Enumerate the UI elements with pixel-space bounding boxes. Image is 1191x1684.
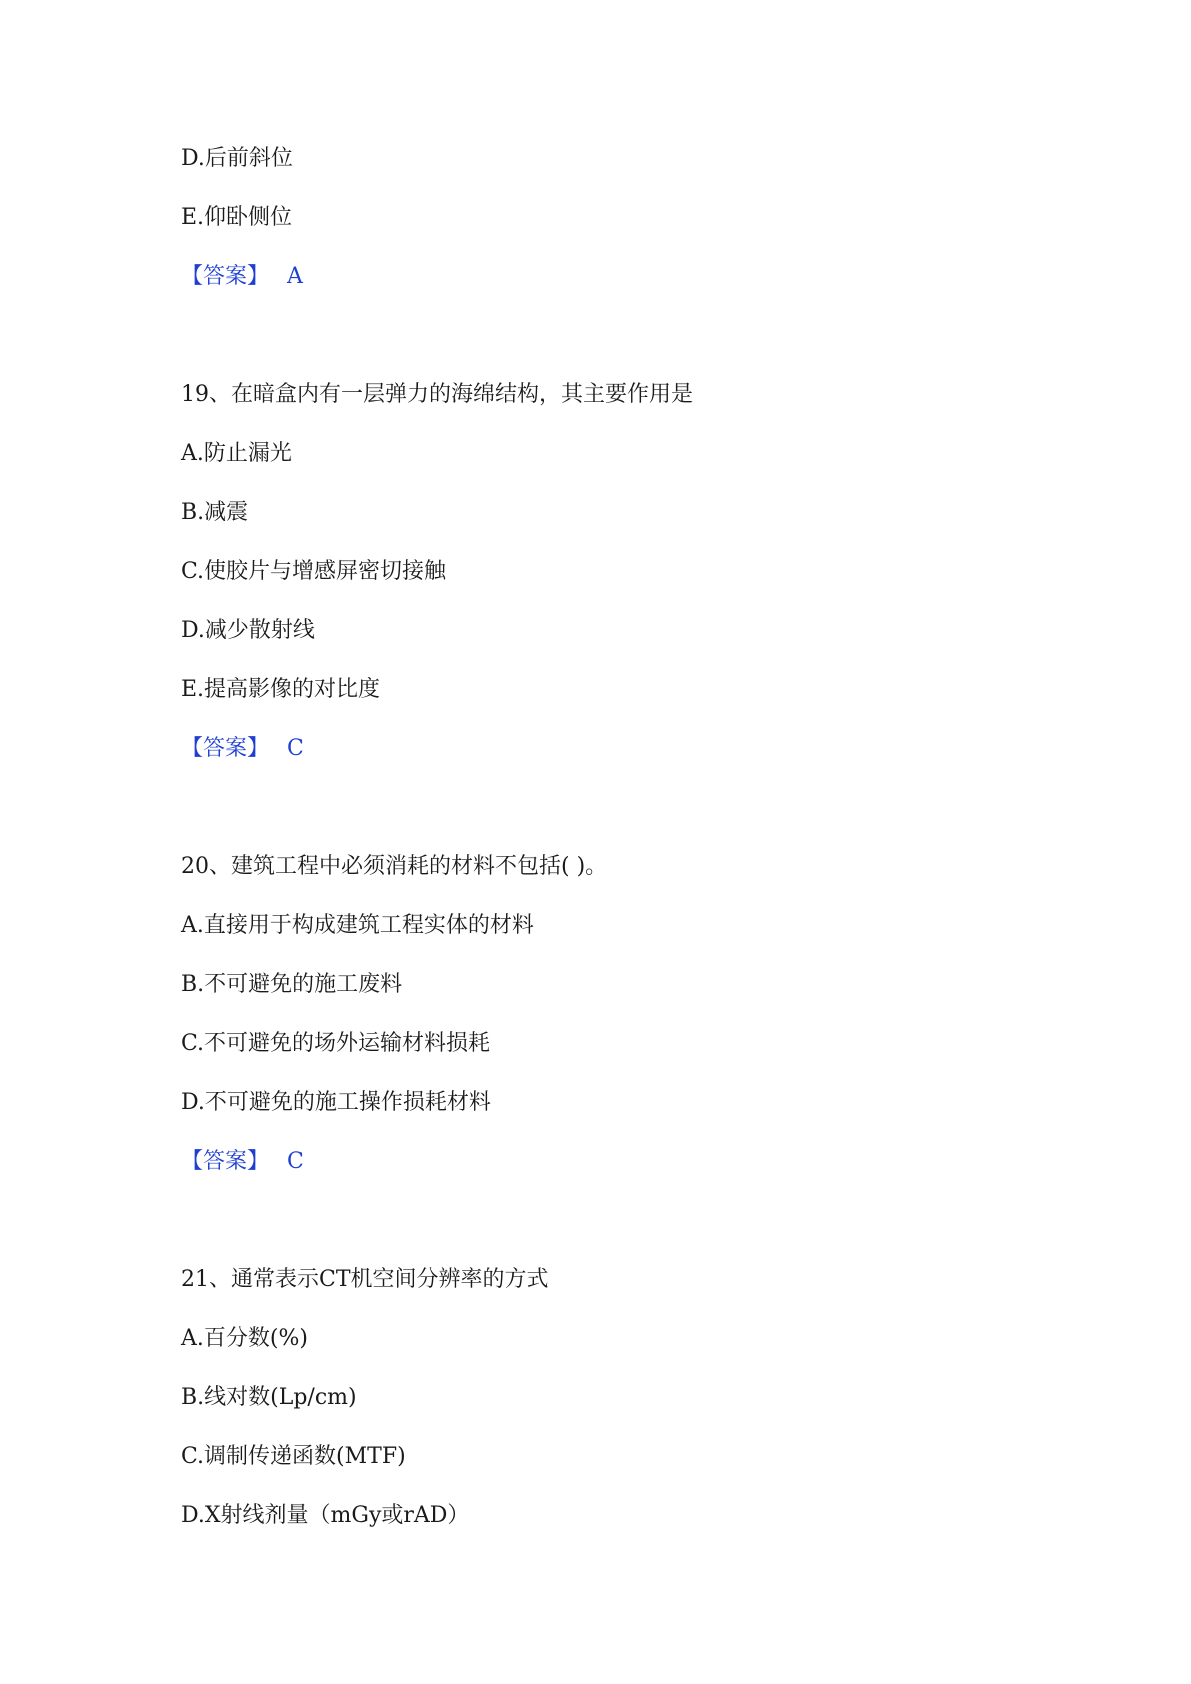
answer-label: 【答案】 <box>181 1149 270 1174</box>
q21-option-b: B.线对数(Lp/cm) <box>181 1385 357 1410</box>
q19-option-c: C.使胶片与增感屏密切接触 <box>181 559 447 584</box>
q20-question: 20、建筑工程中必须消耗的材料不包括( )。 <box>181 854 608 879</box>
q19-answer <box>181 734 304 764</box>
q20-option-b: B.不可避免的施工废料 <box>181 972 403 997</box>
answer-label: 【答案】 <box>181 264 270 289</box>
q20-option-a: A.直接用于构成建筑工程实体的材料 <box>181 913 534 938</box>
q19-option-e: E.提高影像的对比度 <box>181 677 381 702</box>
q21-option-a: A.百分数(%) <box>181 1326 308 1351</box>
q19-option-b: B.减震 <box>181 500 249 525</box>
answer-value: C <box>287 1149 304 1174</box>
q18-option-d: D.后前斜位 <box>181 146 293 171</box>
q20-answer <box>181 1147 304 1177</box>
q19-option-d: D.减少散射线 <box>181 618 315 643</box>
q21-option-c: C.调制传递函数(MTF) <box>181 1444 406 1469</box>
q21-option-d: D.X射线剂量（mGy或rAD） <box>181 1503 470 1528</box>
q18-answer <box>181 262 303 292</box>
q20-option-d: D.不可避免的施工操作损耗材料 <box>181 1090 491 1115</box>
q21-question: 21、通常表示CT机空间分辨率的方式 <box>181 1267 549 1292</box>
q20-option-c: C.不可避免的场外运输材料损耗 <box>181 1031 491 1056</box>
answer-label: 【答案】 <box>181 736 270 761</box>
answer-value: A <box>287 264 303 289</box>
q19-option-a: A.防止漏光 <box>181 441 292 466</box>
q18-option-e: E.仰卧侧位 <box>181 205 293 230</box>
answer-value: C <box>287 736 304 761</box>
q19-question: 19、在暗盒内有一层弹力的海绵结构，其主要作用是 <box>181 382 693 407</box>
